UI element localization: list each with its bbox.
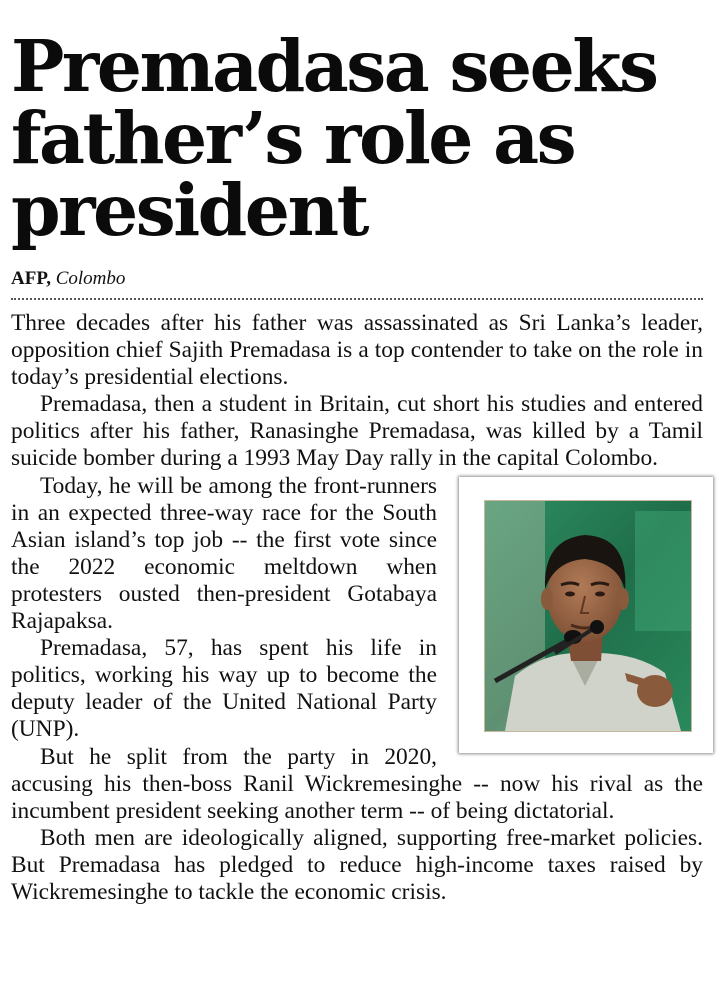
headline-line: Premadasa seeks — [11, 24, 657, 108]
headline-line: president — [11, 168, 367, 252]
article-body — [11, 310, 703, 906]
byline-place: Colombo — [55, 268, 126, 289]
portrait-image — [485, 501, 691, 731]
byline — [11, 268, 703, 290]
byline-agency: AFP, — [11, 268, 51, 289]
paragraph: Three decades after his father was assassinated as Sri Lanka’s leader, opposition chief Sajith Premadasa is a top contender to take on the role in today’s presidential elections. — [11, 310, 703, 391]
headline-line: father’s role as — [11, 96, 575, 180]
paragraph: Premadasa, 57, has spent his life in politics, working his way up to become the deputy leader of the United National Party (UNP). — [11, 635, 437, 743]
paragraph: But he split from the party in 2020, accusing his then-boss Ranil Wickremesinghe -- now his rival as the incumbent president seeking another term -- of being dictatorial. — [11, 743, 703, 824]
paragraph: Today, he will be among the front-runners in an expected three-way race for the South Asian island’s top job -- the first vote since the 2022 economic meltdown when protesters ousted then-president Gotabaya Rajapaksa. — [11, 472, 437, 635]
portrait-photo — [484, 500, 692, 732]
photo-frame — [459, 477, 713, 753]
headline — [11, 0, 703, 252]
paragraph: Premadasa, then a student in Britain, cut short his studies and entered politics after his father, Ranasinghe Premadasa, was killed by a Tamil suicide bomber during a 1993 May Day rally in the capital Colombo. — [11, 391, 703, 472]
news-article — [11, 0, 703, 906]
paragraph: Both men are ideologically aligned, supporting free-market policies. But Premadasa has pledged to reduce high-income taxes raised by Wickremesinghe to tackle the economic crisis. — [11, 824, 703, 905]
dotted-divider — [11, 298, 703, 300]
